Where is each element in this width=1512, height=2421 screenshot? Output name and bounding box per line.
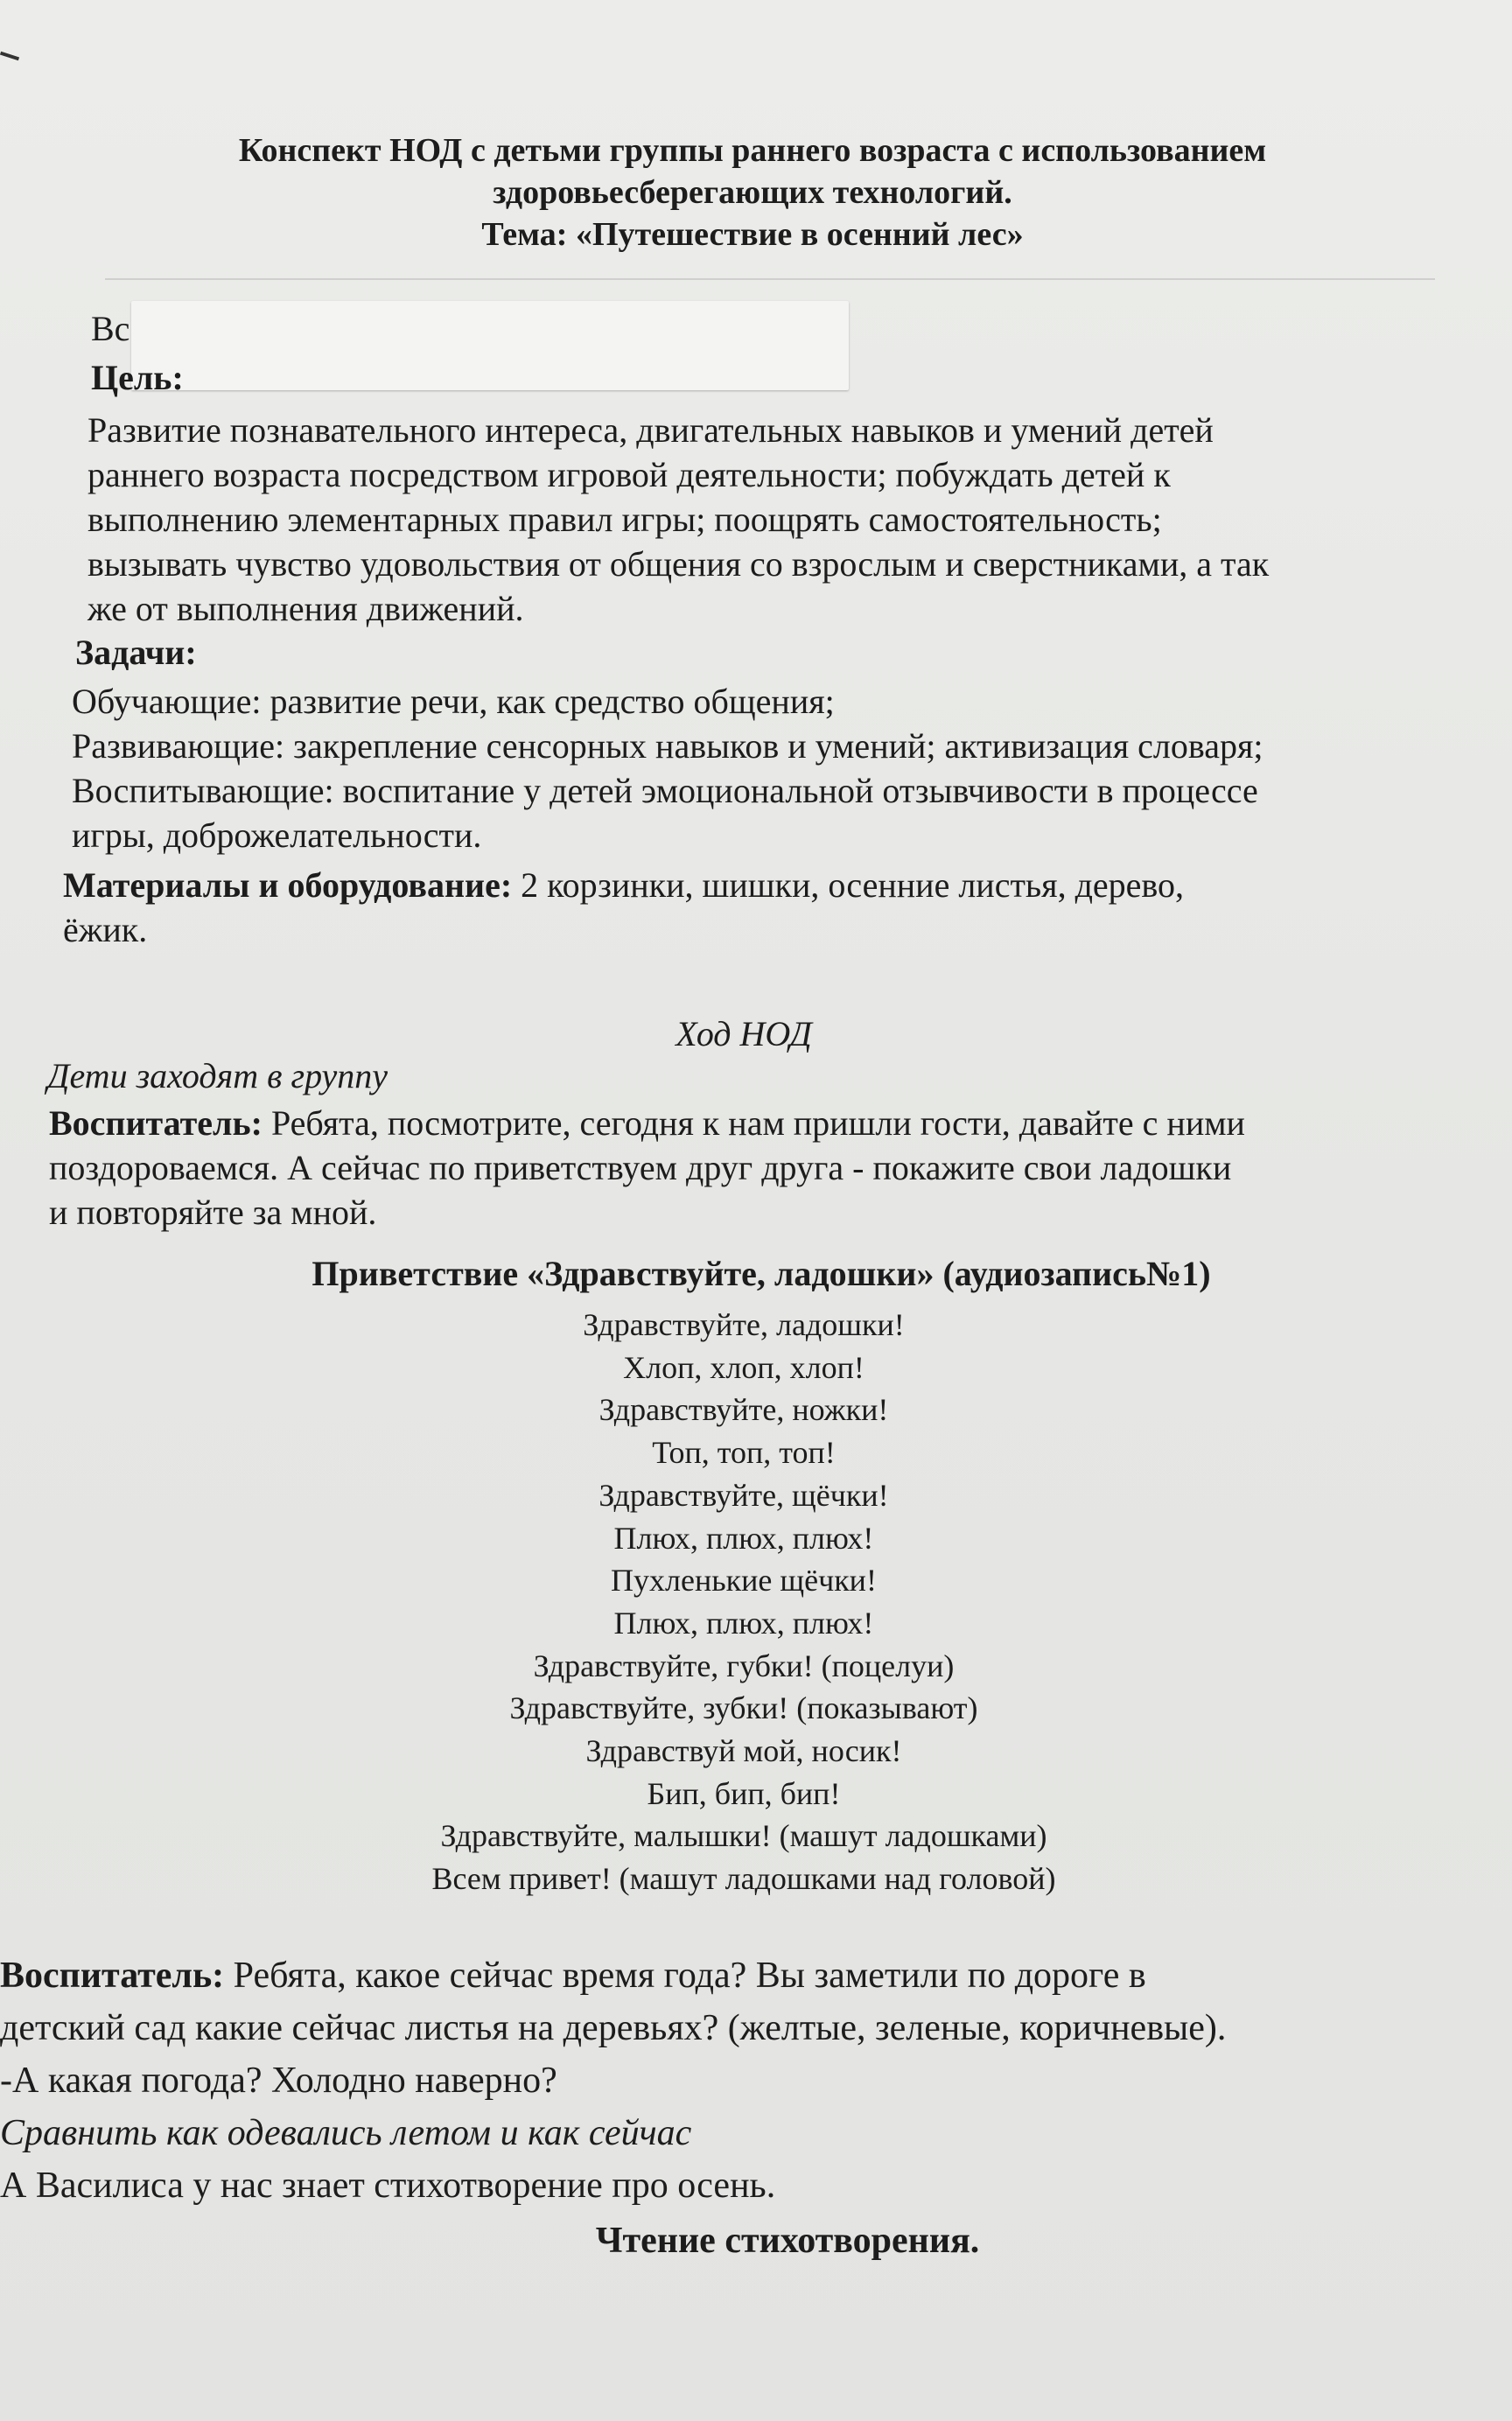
season-section: [0, 1949, 1505, 2212]
poem-line: Топ, топ, топ!: [652, 1435, 836, 1471]
author-line-stub: Вс: [91, 309, 130, 348]
goal-line: вызывать чувство удовольствия от общения со взрослым и сверстниками, а так: [88, 544, 1270, 584]
teacher-label: Воспитатель:: [0, 1956, 225, 1996]
corner-pen-mark: [0, 52, 19, 61]
materials-label: Материалы и оборудование:: [63, 865, 513, 905]
task-line: Воспитывающие: воспитание у детей эмоциональной отзывчивости в процессе: [72, 771, 1258, 810]
task-line: Развивающие: закрепление сенсорных навыков и умений; активизация словаря;: [72, 726, 1264, 766]
season-text: детский сад какие сейчас листья на деревьях? (желтые, зеленые, коричневые).: [0, 2008, 1227, 2048]
materials-text-cont: ёжик.: [63, 910, 148, 949]
title-line-3: Тема: «Путешествие в осенний лес»: [481, 216, 1024, 253]
title-line-2: здоровьесберегающих технологий.: [493, 174, 1012, 211]
poem-line: Плюх, плюх, плюх!: [613, 1520, 874, 1556]
title-line-1: Конспект НОД с детьми группы раннего возраста с использованием: [238, 132, 1267, 169]
goal-line: же от выполнения движений.: [88, 589, 524, 628]
poem-line: Здравствуйте, ножки!: [598, 1392, 889, 1428]
season-text: А Василиса у нас знает стихотворение про осень.: [0, 2166, 776, 2206]
goal-line: выполнению элементарных правил игры; поощрять самостоятельность;: [88, 500, 1162, 539]
teacher-label: Воспитатель:: [49, 1103, 262, 1143]
tasks-text: [72, 679, 1472, 857]
goal-text: [88, 408, 1452, 631]
goal-label: Цель:: [91, 358, 184, 397]
poem-reading-title: Чтение стихотворения.: [595, 2221, 980, 2261]
teacher-text: и повторяйте за мной.: [49, 1193, 377, 1232]
redaction-sticker: [131, 301, 849, 390]
tasks-label: Задачи:: [75, 633, 197, 672]
greeting-poem: [262, 1304, 1225, 1900]
poem-line: Здравствуй мой, носик!: [585, 1733, 902, 1769]
season-text: Ребята, какое сейчас время года? Вы заметили по дороге в: [224, 1956, 1146, 1996]
poem-line: Плюх, плюх, плюх!: [613, 1605, 874, 1641]
goal-line: Развитие познавательного интереса, двигательных навыков и умений детей: [88, 410, 1214, 450]
course-entry: Дети заходят в группу: [47, 1056, 388, 1095]
divider-line: [105, 278, 1435, 280]
materials-paragraph: [63, 863, 1463, 952]
task-line: Обучающие: развитие речи, как средство общения;: [72, 682, 835, 721]
poem-line: Здравствуйте, малышки! (машут ладошками): [440, 1818, 1047, 1854]
poem-line: Здравствуйте, губки! (поцелуи): [533, 1648, 955, 1683]
poem-line: Здравствуйте, ладошки!: [583, 1307, 905, 1342]
course-title: Ход НОД: [676, 1014, 812, 1053]
materials-text: 2 корзинки, шишки, осенние листья, дерево,: [512, 865, 1185, 905]
document-title: [131, 129, 1374, 255]
poem-line: Всем привет! (машут ладошками над головой): [431, 1861, 1056, 1897]
goal-line: раннего возраста посредством игровой деятельности; побуждать детей к: [88, 455, 1171, 494]
poem-line: Здравствуйте, щёчки!: [598, 1477, 889, 1513]
task-line: игры, доброжелательности.: [72, 815, 482, 855]
teacher-text: Ребята, посмотрите, сегодня к нам пришли гости, давайте с ними: [262, 1103, 1245, 1143]
poem-line: Пухленькие щёчки!: [611, 1563, 877, 1599]
poem-line: Хлоп, хлоп, хлоп!: [623, 1349, 864, 1385]
season-text: -А какая погода? Холодно наверно?: [0, 2061, 557, 2101]
poem-line: Здравствуйте, зубки! (показывают): [509, 1690, 978, 1726]
teacher-intro: [49, 1101, 1484, 1235]
poem-line: Бип, бип, бип!: [647, 1775, 841, 1811]
teacher-text: поздороваемся. А сейчас по приветствуем друг друга - покажите свои ладошки: [49, 1148, 1232, 1187]
greeting-title: Приветствие «Здравствуйте, ладошки» (аудиозапись№1): [312, 1254, 1211, 1293]
season-instruction: Сравнить как одевались летом и как сейчас: [0, 2113, 692, 2153]
